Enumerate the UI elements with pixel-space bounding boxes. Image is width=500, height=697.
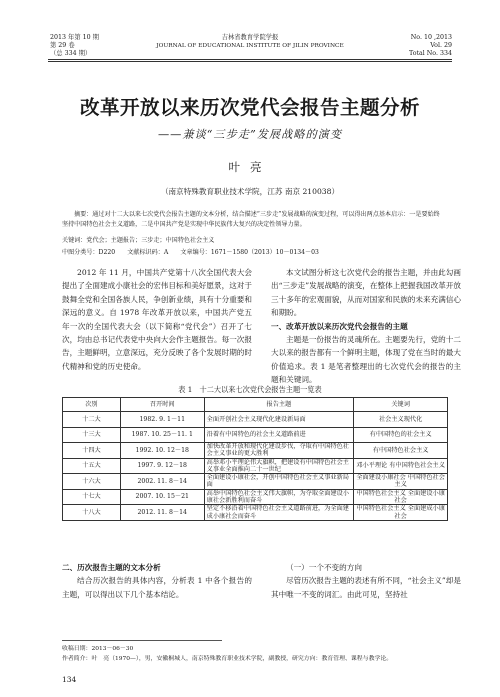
cell-session: 十八大 (63, 505, 121, 521)
cell-keyword: 有中国特色的社会主义 (354, 427, 448, 443)
cell-date: 1992. 10. 12－18 (120, 443, 204, 459)
cell-date: 2007. 10. 15－21 (120, 489, 204, 505)
cell-session: 十六大 (63, 474, 121, 490)
journal-name-cn: 吉林省教育学院学报 (221, 34, 279, 41)
header-date: 召开时间 (120, 398, 204, 412)
lower-left-column (62, 561, 252, 601)
total-issue-line: （总 334 期） (50, 50, 92, 57)
received-date: 收稿日期：2013－06－30 (62, 646, 134, 652)
section2-paragraph: 结合历次报告的具体内容，分析表 1 中各个报告的主题，可以得出以下几个基本结论。 (62, 576, 252, 599)
article-title: 改革开放以来历次党代会报告主题分析 (79, 96, 420, 119)
journal-issue-info-en (409, 34, 452, 58)
cell-session: 十五大 (63, 458, 121, 474)
abstract: 摘要：通过对十二大以来七次党代会报告主题的文本分析，结合描述“三步走”发展战略的演变过程，可以得出两点基本启示：一是要始终坚持中国特色社会主义道路，二是中国共产党是实现中华民族伟大复兴的决定性领导力量。 (62, 211, 440, 228)
cell-theme: 全面开创社会主义现代化建设新局面 (204, 412, 354, 428)
table-row (63, 443, 448, 459)
cell-theme: 坚定不移沿着中国特色社会主义道路前进，为全面建成小康社会而奋斗 (204, 505, 354, 521)
volume-en: Vol. 29 (430, 42, 452, 49)
subsection-heading: （一）一个不变的方向 (286, 563, 362, 572)
header-session: 次别 (63, 398, 121, 412)
footnote-rule (62, 640, 222, 641)
body-left-column (62, 266, 252, 373)
issue-number-en: No. 10 ,2013 (410, 34, 452, 41)
body-right-column (271, 266, 461, 387)
subsection-paragraph: 尽管历次报告主题的表述有所不同，“社会主义”却是其中唯一不变的词汇。由此可见，坚持社 (271, 576, 461, 599)
table-row (63, 489, 448, 505)
cell-keyword: 全面建设小康社会 中国特色社会主义 (354, 474, 448, 490)
total-number-en: Total No. 334 (408, 50, 452, 57)
journal-name-en: JOURNAL OF EDUCATIONAL INSTITUTE OF JILIN PROVINCE (156, 43, 344, 49)
cell-date: 1982. 9. 1－11 (120, 412, 204, 428)
cell-theme: 高举邓小平理论伟大旗帜，把建设有中国特色社会主义事业全面推向二十一世纪 (204, 458, 354, 474)
cell-keyword: 中国特色社会主义 全面建设小康社会 (354, 489, 448, 505)
classification-info: 中图分类号：D220 文献标识码：A 文章编号：1671－1580（2013）10－0134－03 (62, 249, 319, 256)
author-name: 叶亮 (228, 160, 272, 174)
section2-heading: 二、历次报告主题的文本分析 (62, 563, 161, 572)
intro-paragraph-cont: 本文试图分析这七次党代会的报告主题，并由此勾画出“三步走”发展战略的演变，在整体上把握我国改革开放三十多年的宏观面貌，从而对国家和民族的未来充满信心和期盼。 (271, 268, 462, 318)
cell-keyword: 邓小平理论 有中国特色社会主义 (354, 458, 448, 474)
table-row (63, 458, 448, 474)
author-bio: 作者简介：叶 亮（1970—），男，安徽桐城人，南京特殊教育职业技术学院，副教授，研究方向：教育管理、课程与教学论。 (62, 656, 393, 662)
cell-date: 2002. 11. 8－14 (120, 474, 204, 490)
cell-date: 1987. 10. 25－11. 1 (120, 427, 204, 443)
cell-keyword: 中国特色社会主义 全面建成小康社会 (354, 505, 448, 521)
table-row (63, 505, 448, 521)
keywords: 关键词：党代会；主题报告；三步走；中国特色社会主义 (62, 237, 215, 244)
volume-line: 第 29 卷 (50, 42, 75, 49)
section1-paragraph: 主题是一份报告的灵魂所在。主题要先行，党的十二大以来的报告都有一个鲜明主题，体现了党在当时的最大价值追求。表 1 是笔者整理出的七次党代会的报告的主题和关键词。 (271, 335, 461, 385)
header-rule-thin (48, 61, 452, 62)
intro-paragraph: 2012 年 11 月，中国共产党第十八次全国代表大会提出了全面建成小康社会的宏伟目标和美好愿景，这对于鼓舞全党和全国各族人民，争创新业绩，具有十分重要和深远的意义。自 1978 年改革开放以来，中国共产党五年一次的全国代表大会（以下简称“党代会”）召开了七次，均由总书记代表党中央向大会作主题报告。每一次报告，主题鲜明，立意深远，充分反映了各个发展时期的时代精神和党的历史使命。 (62, 268, 252, 371)
cell-session: 十七大 (63, 489, 121, 505)
table-row (63, 474, 448, 490)
page-number: 134 (62, 675, 77, 684)
cell-session: 十三大 (63, 427, 121, 443)
table-caption: 表 1 十二大以来七次党代会报告主题一览表 (178, 385, 322, 394)
cell-keyword: 社会主义现代化 (354, 412, 448, 428)
cell-date: 2012. 11. 8－14 (120, 505, 204, 521)
cell-theme: 加快改革开放和现代化建设步伐，夺取有中国特色社会主义事业的更大胜利 (204, 443, 354, 459)
issue-line: 2013 年第 10 期 (50, 34, 99, 41)
cell-theme: 沿着有中国特色的社会主义道路前进 (204, 427, 354, 443)
cell-keyword: 有中国特色社会主义 (354, 443, 448, 459)
table-row (63, 427, 448, 443)
table-row (63, 412, 448, 428)
cell-theme: 高举中国特色社会主义伟大旗帜，为夺取全面建设小康社会新胜利而奋斗 (204, 489, 354, 505)
header-keyword: 关键词 (354, 398, 448, 412)
cell-session: 十二大 (63, 412, 121, 428)
header-rule (48, 59, 452, 60)
author-affiliation: （南京特殊教育职业技术学院，江苏 南京 210038） (160, 187, 340, 196)
lower-right-column (271, 561, 461, 601)
section1-heading: 一、改革开放以来历次党代会报告的主题 (271, 321, 408, 331)
cell-theme: 全面建设小康社会，开创中国特色社会主义事业新局面 (204, 474, 354, 490)
cell-session: 十四大 (63, 443, 121, 459)
article-subtitle: ——兼谈“三步走”发展战略的演变 (157, 128, 343, 141)
cell-date: 1997. 9. 12－18 (120, 458, 204, 474)
table-header-row (63, 398, 448, 412)
header-theme: 报告主题 (204, 398, 354, 412)
themes-table (62, 397, 448, 521)
